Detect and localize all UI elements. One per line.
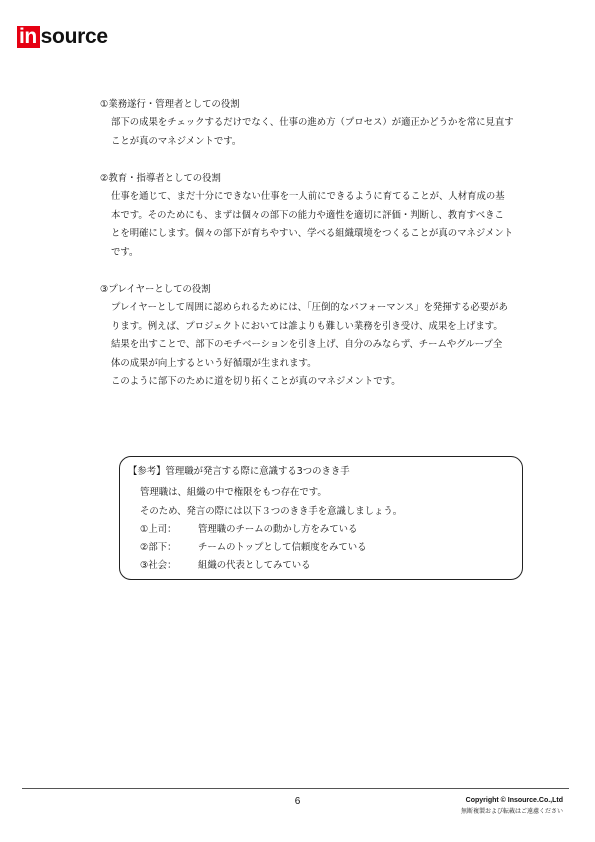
section-text-line: ります。例えば、プロジェクトにおいては誰よりも難しい業務を引き受け、成果を上げます。	[111, 320, 503, 332]
section-title: ③プレイヤーとしての役割	[100, 284, 211, 295]
reference-title: 【参考】管理職が発言する際に意識する3つのきき手	[128, 466, 350, 477]
section-text-line: 結果を出すことで、部下のモチベーションを引き上げ、自分のみならず、チームやグループ全	[111, 339, 503, 350]
section-text-line: 仕事を通じて、まだ十分にできない仕事を一人前にできるように育てることが、人材育成の基	[111, 191, 505, 202]
section-player-role	[100, 281, 530, 392]
section-text-line: プレイヤーとして周囲に認められるためには、「圧倒的なパフォーマンス」を発揮する必要があ	[111, 302, 508, 313]
section-educator-role	[100, 170, 530, 262]
reference-item-subordinate	[140, 541, 366, 555]
reference-item-society	[140, 559, 311, 573]
section-text-line: このように部下のために道を切り拓くことが真のマネジメントです。	[111, 376, 401, 387]
reproduction-notice: 無断複製および転載はご遠慮ください	[460, 808, 563, 815]
reference-item-label: ③社会：	[140, 560, 177, 571]
section-manager-role	[100, 96, 530, 151]
section-text-line: 体の成果が向上するという好循環が生まれます。	[111, 357, 317, 369]
section-title: ②教育・指導者としての役割	[100, 173, 221, 184]
logo-wordmark: source	[40, 25, 108, 48]
section-text-line: 本です。そのためにも、まずは個々の部下の能力や適性を適切に評価・判断し、教育すべきこ	[111, 209, 504, 221]
insource-logo	[17, 26, 108, 48]
reference-item-boss	[140, 523, 357, 537]
section-title: ①業務遂行・管理者としての役割	[100, 99, 240, 110]
role-sections	[100, 96, 530, 411]
section-text-line: です。	[111, 246, 139, 258]
reference-item-label: ②部下：	[140, 542, 177, 553]
logo-in-mark: in	[17, 26, 40, 48]
section-text-line: 部下の成果をチェックするだけでなく、仕事の進め方（プロセス）が適正かどうかを常に見直す	[111, 117, 514, 128]
copyright-text: Copyright © Insource.Co.,Ltd	[465, 797, 563, 804]
footer-divider	[22, 788, 569, 789]
reference-item-text: 管理職のチームの動かし方をみている	[198, 524, 358, 535]
section-text-line: とを明確にします。個々の部下が育ちやすい、学べる組織環境をつくることが真のマネジメント	[111, 228, 514, 239]
reference-text-line: そのため、発言の際には以下３つのきき手を意識しましょう。	[140, 506, 403, 517]
reference-item-text: チームのトップとして信頼度をみている	[198, 542, 367, 553]
reference-text-line: 管理職は、組織の中で権限をもつ存在です。	[140, 487, 327, 498]
reference-item-label: ①上司：	[140, 524, 177, 535]
reference-box	[119, 456, 523, 580]
reference-item-text: 組織の代表としてみている	[198, 560, 311, 571]
page-number: 6	[294, 796, 301, 807]
section-text-line: ことが真のマネジメントです。	[111, 135, 242, 147]
